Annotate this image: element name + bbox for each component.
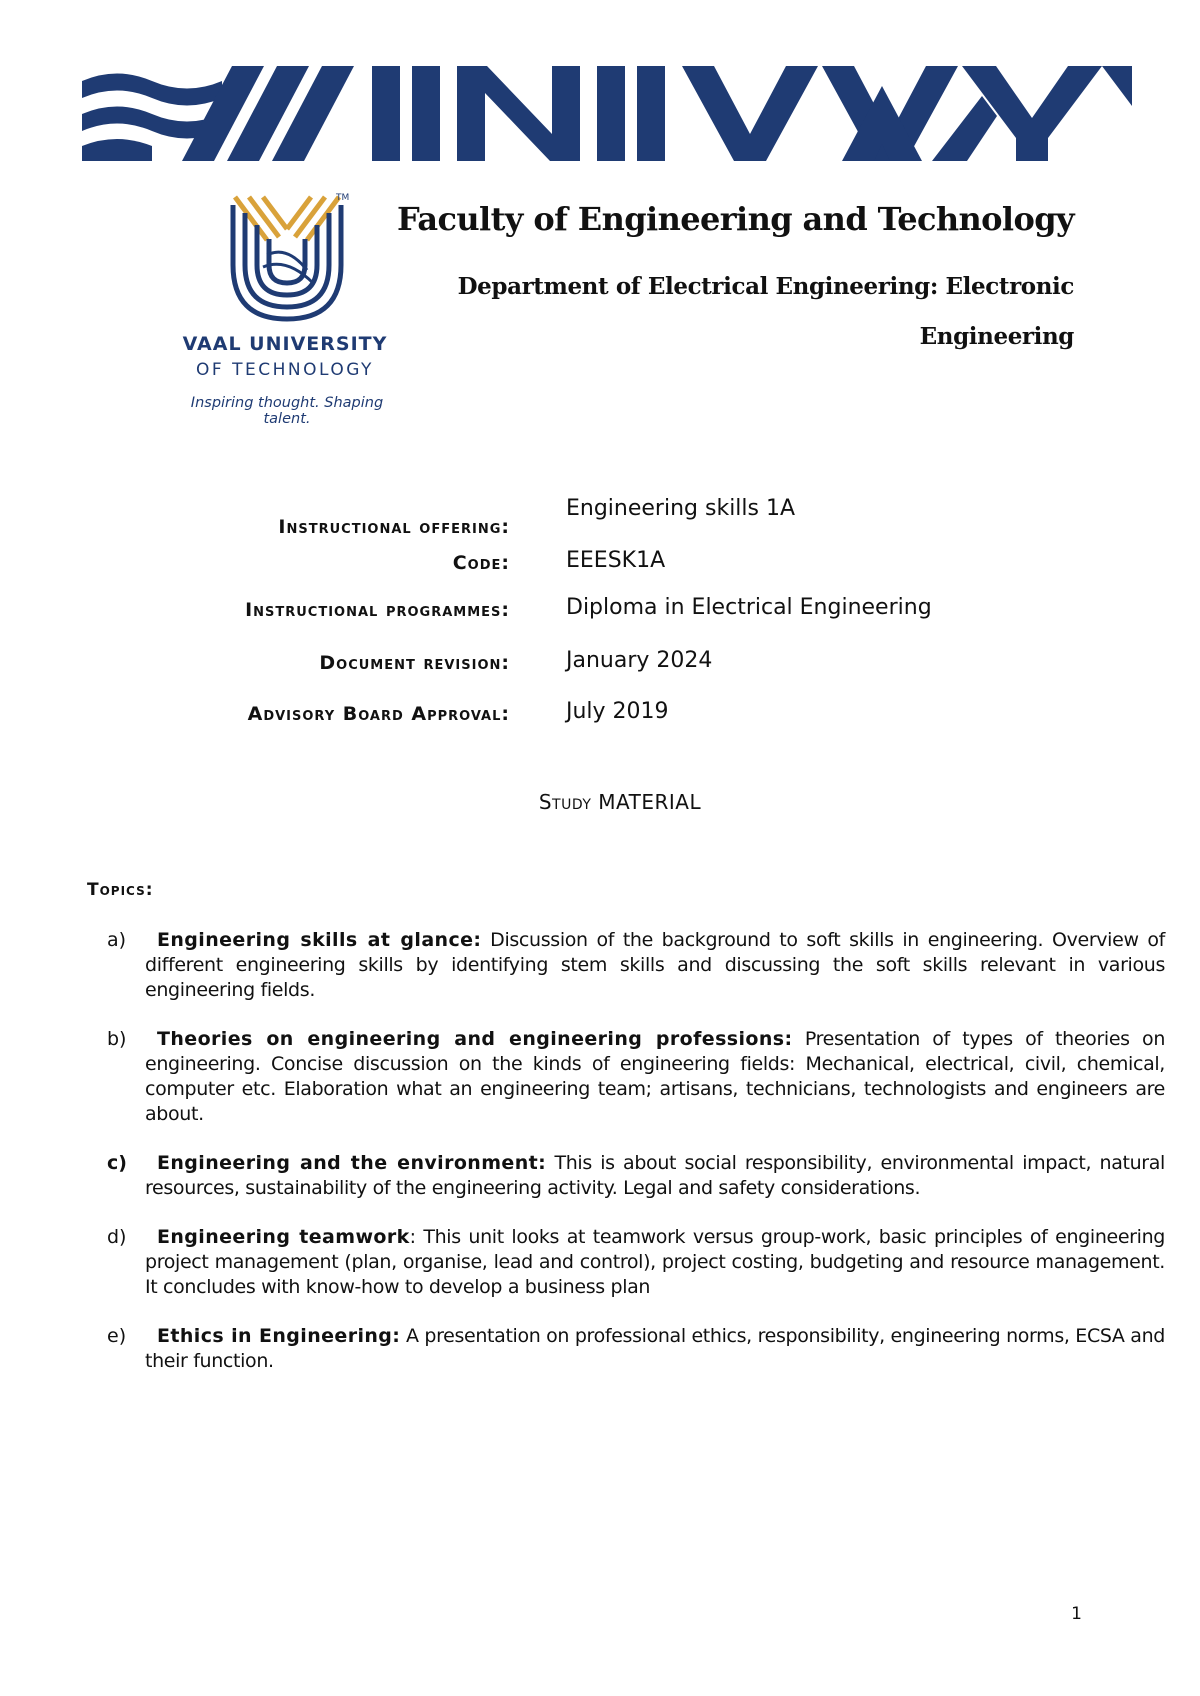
trademark-mark: TM bbox=[336, 193, 350, 203]
list-item bbox=[107, 1225, 1165, 1300]
topic-letter: a) bbox=[107, 929, 127, 951]
topic-letter: e) bbox=[107, 1325, 127, 1347]
topic-title: Engineering and the environment: bbox=[157, 1152, 547, 1174]
topic-text: : This unit looks at teamwork versus group-work, basic principles of engineering project management (plan, organise, lead and control), project costing, budgeting and resource management. It concludes with know-how to develop a business plan bbox=[145, 1226, 1165, 1298]
meta-value-offering: Engineering skills 1A bbox=[566, 496, 796, 521]
logo-university-subname: OF TECHNOLOGY bbox=[196, 360, 374, 380]
meta-label-programmes: Instructional programmes: bbox=[245, 599, 510, 621]
meta-label-offering: Instructional offering: bbox=[278, 516, 510, 538]
vut-shield-icon bbox=[227, 193, 350, 325]
logo-tagline: Inspiring thought. Shaping talent. bbox=[190, 395, 384, 427]
logo-university-name: VAAL UNIVERSITY bbox=[182, 333, 388, 355]
meta-value-revision: January 2024 bbox=[566, 648, 713, 673]
meta-label-approval: Advisory Board Approval: bbox=[247, 703, 510, 725]
topic-title: Theories on engineering and engineering professions: bbox=[157, 1028, 793, 1050]
page-number: 1 bbox=[1071, 1604, 1082, 1624]
faculty-title: Faculty of Engineering and Technology bbox=[397, 200, 1074, 238]
meta-value-programmes: Diploma in Electrical Engineering bbox=[566, 595, 932, 620]
topic-letter: d) bbox=[107, 1226, 127, 1248]
topics-heading: Topics: bbox=[87, 880, 154, 900]
list-item bbox=[107, 1027, 1165, 1127]
list-item bbox=[107, 1324, 1165, 1374]
list-item bbox=[107, 1151, 1165, 1201]
topic-body bbox=[145, 1324, 1165, 1374]
meta-value-code: EEESK1A bbox=[566, 548, 666, 573]
topic-body bbox=[145, 928, 1165, 1003]
topic-body bbox=[145, 1225, 1165, 1300]
topic-title: Engineering skills at glance: bbox=[157, 929, 482, 951]
topic-title: Engineering teamwork bbox=[157, 1226, 410, 1248]
topic-text: This is about social responsibility, environmental impact, natural resources, sustainability of the engineering activity. Legal and safety considerations. bbox=[145, 1152, 1165, 1199]
study-material-heading: Study MATERIAL bbox=[538, 790, 702, 814]
topic-text: Presentation of types of theories on engineering. Concise discussion on the kinds of engineering fields: Mechanical, electrical, civil, chemical, computer etc. Elaboration what an engineering team; artisans, technicians, technologists and engineers are about. bbox=[145, 1028, 1166, 1125]
vut-logo bbox=[175, 195, 405, 425]
topic-letter: c) bbox=[107, 1152, 127, 1174]
topic-body bbox=[145, 1027, 1165, 1127]
list-item bbox=[107, 928, 1165, 1003]
topic-title: Ethics in Engineering: bbox=[157, 1325, 401, 1347]
topic-text: Discussion of the background to soft skills in engineering. Overview of different engineering skills by identifying stem skills and discussing the soft skills relevant in various engineering fields. bbox=[145, 929, 1165, 1001]
university-banner-graphic bbox=[82, 66, 1132, 161]
meta-label-revision: Document revision: bbox=[319, 652, 510, 674]
meta-value-approval: July 2019 bbox=[566, 699, 669, 724]
topic-letter: b) bbox=[107, 1028, 127, 1050]
topic-body bbox=[145, 1151, 1165, 1201]
topic-text: A presentation on professional ethics, responsibility, engineering norms, ECSA and their function. bbox=[145, 1325, 1165, 1372]
meta-label-code: Code: bbox=[452, 552, 510, 574]
department-title: Department of Electrical Engineering: Electronic Engineering bbox=[457, 273, 1074, 350]
topics-list bbox=[107, 928, 1165, 1398]
